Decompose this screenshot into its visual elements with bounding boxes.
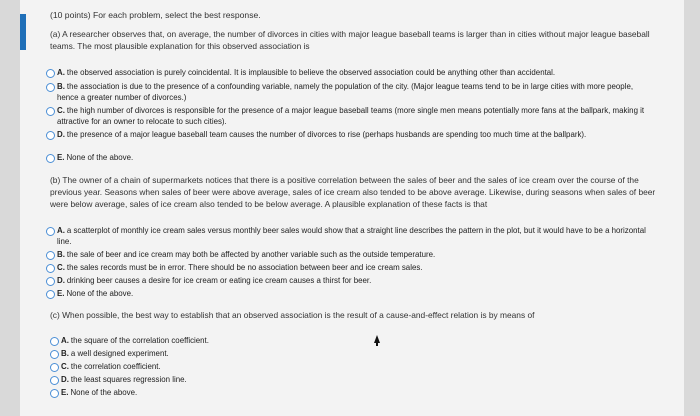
- radio-button[interactable]: [46, 154, 55, 163]
- question-a-option-d[interactable]: D. the presence of a major league baseball team causes the number of divorces to rise (perhaps husbands are spending too much time at the ballpark).: [46, 130, 656, 141]
- question-a-option-a[interactable]: A. the observed association is purely coincidental. It is implausible to believe the observed association could be anything other than accidental.: [46, 68, 656, 79]
- question-c-option-d[interactable]: D. the least squares regression line.: [50, 375, 450, 386]
- question-b-option-d[interactable]: D. drinking beer causes a desire for ice cream or eating ice cream causes a thirst for beer.: [46, 276, 658, 287]
- question-marker: [20, 14, 26, 50]
- question-c-option-e[interactable]: E. None of the above.: [50, 388, 450, 399]
- radio-button[interactable]: [46, 277, 55, 286]
- radio-button[interactable]: [46, 290, 55, 299]
- question-a-option-c[interactable]: C. the high number of divorces is responsible for the presence of a major league baseball teams (more single men means potentially more fans at the ballpark, making it attractive for an owner to relocate to such cities).: [46, 106, 656, 127]
- question-b-prompt: (b) The owner of a chain of supermarkets notices that there is a positive correlation between the sales of beer and the sales of ice cream over the course of the previous year. Seasons when sales of beer were above average, sales of ice cream also tended to be above average. Likewise, during seasons when sales of beer were below average, sales of ice cream also tended to be below average. A plausible explanation of these facts is that: [50, 175, 656, 209]
- radio-button[interactable]: [46, 69, 55, 78]
- radio-button[interactable]: [50, 337, 59, 346]
- question-page: [20, 0, 684, 416]
- instructions-header: (10 points) For each problem, select the best response.: [50, 10, 261, 20]
- question-b-option-e[interactable]: E. None of the above.: [46, 289, 658, 300]
- question-a-option-b[interactable]: B. the association is due to the presence of a confounding variable, namely the population of the city. (Major league teams tend to be in large cities with more people, hence a greater number of divorces.): [46, 82, 656, 103]
- radio-button[interactable]: [50, 376, 59, 385]
- radio-button[interactable]: [50, 363, 59, 372]
- question-b-option-c[interactable]: C. the sales records must be in error. There should be no association between beer and ice cream sales.: [46, 263, 658, 274]
- mouse-cursor-tail: [376, 342, 378, 346]
- radio-button[interactable]: [46, 131, 55, 140]
- question-c-prompt: (c) When possible, the best way to establish that an observed association is the result of a cause-and-effect relation is by means of: [50, 310, 535, 320]
- radio-button[interactable]: [50, 350, 59, 359]
- question-c-option-c[interactable]: C. the correlation coefficient.: [50, 362, 450, 373]
- radio-button[interactable]: [46, 251, 55, 260]
- radio-button[interactable]: [46, 83, 55, 92]
- radio-button[interactable]: [50, 389, 59, 398]
- question-b-option-b[interactable]: B. the sale of beer and ice cream may both be affected by another variable such as the outside temperature.: [46, 250, 658, 261]
- question-a-prompt: (a) A researcher observes that, on average, the number of divorces in cities with major league baseball teams is larger than in cities without major league baseball teams. The most plausible explanation for this observed association is: [50, 29, 650, 51]
- question-c-option-a[interactable]: A. the square of the correlation coefficient.: [50, 336, 450, 347]
- radio-button[interactable]: [46, 264, 55, 273]
- question-b-option-a[interactable]: A. a scatterplot of monthly ice cream sales versus monthly beer sales would show that a straight line describes the pattern in the plot, but it would have to be a horizontal line.: [46, 226, 658, 247]
- question-a-option-e[interactable]: E. None of the above.: [46, 153, 656, 164]
- question-c-option-b[interactable]: B. a well designed experiment.: [50, 349, 450, 360]
- radio-button[interactable]: [46, 227, 55, 236]
- radio-button[interactable]: [46, 107, 55, 116]
